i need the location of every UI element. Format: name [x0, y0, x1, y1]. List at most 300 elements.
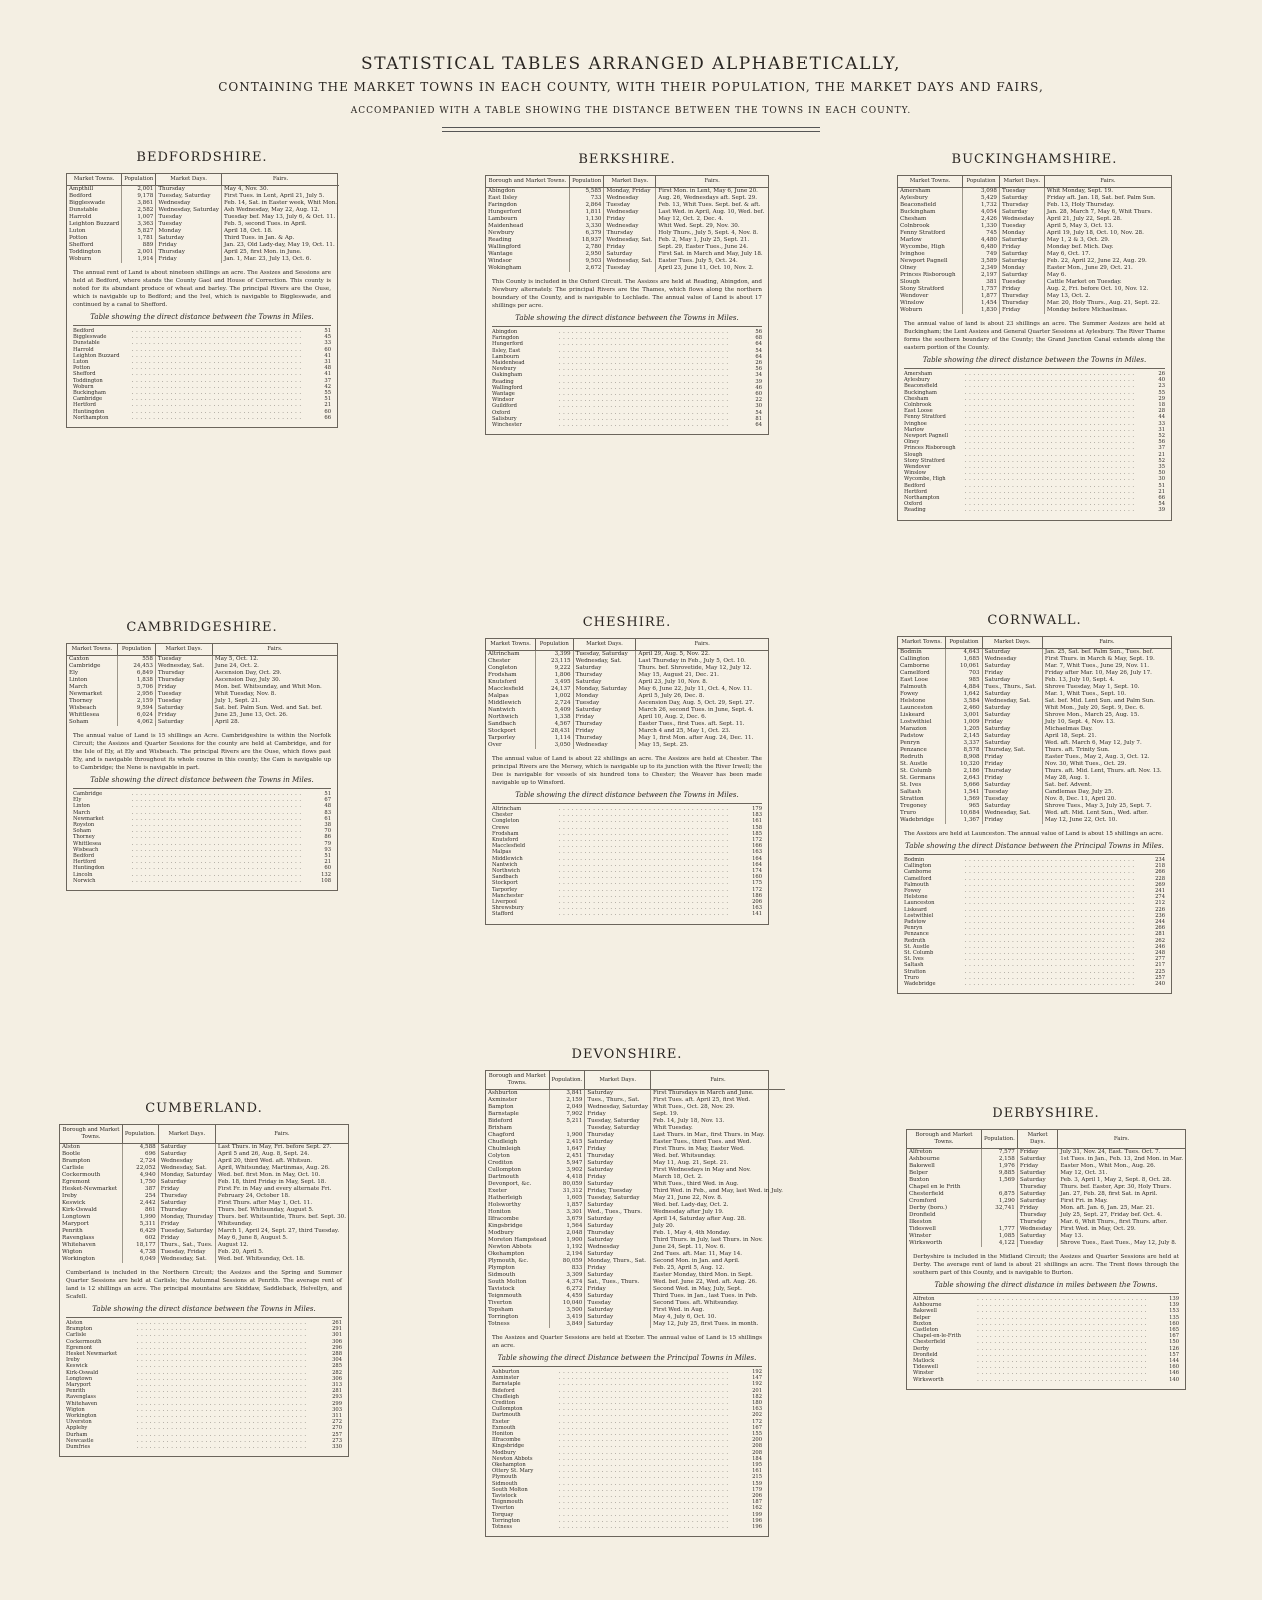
county-derbyshire — [906, 1106, 1186, 1390]
distance-grid-dots: . . . . . . . . . . . . . . . . . . . . . . . . . . . . . . . . . . . . . . . . — [131, 853, 302, 860]
population: 9,222 — [536, 665, 574, 672]
distance-from-london: 33 — [324, 340, 331, 347]
fairs: May 5, Oct. 12. — [214, 656, 259, 662]
town-name: Tiverton — [486, 1300, 549, 1307]
distance-grid-dots: . . . . . . . . . . . . . . . . . . . . . . . . . . . . . . . . . . . . . . . . — [977, 1376, 1147, 1383]
distance-town: Longtown — [66, 1375, 93, 1382]
fairs: May 15, Sept. 25. — [638, 742, 689, 748]
distance-grid-dots: . . . . . . . . . . . . . . . . . . . . . . . . . . . . . . . . . . . . . . . . — [964, 925, 1135, 932]
distance-grid-dots: . . . . . . . . . . . . . . . . . . . . . . . . . . . . . . . . . . . . . . . . — [131, 334, 302, 341]
distance-grid-dots: . . . . . . . . . . . . . . . . . . . . . . . . . . . . . . . . . . . . . . . . — [977, 1327, 1147, 1334]
distance-town: Marlow — [904, 426, 925, 433]
town-name: Longtown — [60, 1214, 122, 1221]
table-row — [67, 719, 337, 726]
distance-town: Huntingdon — [73, 865, 105, 872]
town-name: Bakewell — [907, 1163, 982, 1170]
town-name: Penryn — [898, 740, 946, 747]
column-header: Fairs. — [651, 1071, 785, 1090]
distance-grid-dots: . . . . . . . . . . . . . . . . . . . . . . . . . . . . . . . . . . . . . . . . — [136, 1338, 307, 1345]
distance-town: Aylesbury — [904, 377, 930, 384]
town-name: Hesket-Newmarket — [60, 1186, 122, 1193]
fairs: May 1, first Mon. after Aug. 24, Dec. 11. — [638, 735, 754, 741]
distance-from-london: 272 — [332, 1419, 342, 1426]
distance-town: Buxton — [913, 1320, 932, 1327]
distance-town: Maryport — [66, 1382, 91, 1389]
distance-grid-dots: . . . . . . . . . . . . . . . . . . . . . . . . . . . . . . . . . . . . . . . . — [558, 880, 729, 887]
distance-town: Matlock — [913, 1358, 935, 1365]
distance-town: Falmouth — [904, 881, 929, 888]
distance-grid-dots: . . . . . . . . . . . . . . . . . . . . . . . . . . . . . . . . . . . . . . . . — [136, 1357, 307, 1364]
population: 4,588 — [122, 1144, 158, 1152]
town-name: Workington — [60, 1256, 122, 1263]
fairs: Wed. bef. Lady-day, Oct. 2. — [653, 1202, 729, 1208]
fairs: Last Wed. in April, Aug. 10, Wed. bef. — [658, 209, 765, 215]
fairs: April 18, Sept. 21. — [1044, 733, 1097, 739]
table-row — [67, 221, 339, 228]
fairs: Thurs. bef. Easter, Apr. 30, Holy Thurs. — [1060, 1184, 1172, 1190]
town-name: Colnbrook — [898, 223, 963, 230]
table-row — [898, 293, 1171, 300]
column-header: Fairs. — [1044, 176, 1171, 188]
fairs: Easter Monday, third Mon. in Sept. — [653, 1272, 753, 1278]
distance-from-london: 55 — [1158, 389, 1165, 396]
fairs: May 11, Aug. 21, Sept. 21. — [653, 1160, 729, 1166]
distance-grid-dots: . . . . . . . . . . . . . . . . . . . . . . . . . . . . . . . . . . . . . . . . — [964, 968, 1135, 975]
distance-grid-dots: . . . . . . . . . . . . . . . . . . . . . . . . . . . . . . . . . . . . . . . . — [558, 911, 729, 918]
column-header: Market Towns. — [486, 639, 536, 651]
fairs: Shrove Tues., East Tues., May 12, July 8. — [1060, 1240, 1177, 1246]
population: 24,137 — [536, 686, 574, 693]
fairs: February 24, October 18. — [217, 1193, 290, 1199]
population: 2,460 — [946, 705, 982, 712]
fairs: May 12, June 22, Oct. 10. — [1044, 817, 1118, 823]
town-name: Bodmin — [898, 649, 946, 657]
column-header: Borough and Market Towns. — [907, 1130, 982, 1149]
population: 1,114 — [536, 735, 574, 742]
market-days: Tuesday, Saturday — [585, 1195, 651, 1202]
distance-town: Chudleigh — [492, 1393, 520, 1400]
distance-grid-dots: . . . . . . . . . . . . . . . . . . . . . . . . . . . . . . . . . . . . . . . . — [558, 1412, 729, 1419]
fairs: Friday after Mar. 10, May 26, July 17. — [1044, 670, 1152, 676]
distance-from-london: 29 — [1158, 395, 1165, 402]
town-name: St. Ives — [898, 782, 946, 789]
population: 1,454 — [963, 300, 1000, 307]
table-row — [486, 1300, 785, 1307]
table-row — [486, 679, 768, 686]
market-days: Saturday — [585, 1314, 651, 1321]
distance-grid-dots: . . . . . . . . . . . . . . . . . . . . . . . . . . . . . . . . . . . . . . . . — [131, 390, 302, 397]
fairs: Thurs. bef. Shrovetide, May 12, July 12. — [638, 665, 752, 671]
distance-grid-dots: . . . . . . . . . . . . . . . . . . . . . . . . . . . . . . . . . . . . . . . . — [558, 1474, 729, 1481]
population: 703 — [946, 670, 982, 677]
market-days: Thursday — [585, 1132, 651, 1139]
distance-town: Wycombe, High — [904, 476, 946, 483]
distance-town: Beaconsfield — [904, 383, 938, 390]
distance-town: Oakingham — [492, 372, 523, 379]
population: 1,830 — [963, 307, 1000, 314]
distance-from-london: 248 — [1155, 950, 1165, 957]
table-row — [486, 1237, 785, 1244]
county-title: DERBYSHIRE. — [992, 1106, 1100, 1121]
table-row — [60, 1214, 348, 1221]
market-days: Friday — [1017, 1149, 1057, 1157]
population: 5,585 — [569, 188, 604, 196]
town-name: Stratton — [898, 796, 946, 803]
fairs: Mar. 20, Holy Thurs., Aug. 21, Sept. 22. — [1046, 300, 1160, 306]
distance-town: St. Columb — [904, 950, 934, 957]
town-name: Cockermouth — [60, 1172, 122, 1179]
population: 10,061 — [946, 663, 982, 670]
distance-grid-dots: . . . . . . . . . . . . . . . . . . . . . . . . . . . . . . . . . . . . . . . . — [558, 341, 729, 348]
market-days: Thursday — [982, 768, 1042, 775]
market-days: Wednesday, Sat. — [982, 810, 1042, 817]
distance-grid-dots: . . . . . . . . . . . . . . . . . . . . . . . . . . . . . . . . . . . . . . . . — [131, 859, 302, 866]
distance-town: Cambridge — [73, 791, 103, 797]
town-name: Olney — [898, 265, 963, 272]
distance-grid-dots: . . . . . . . . . . . . . . . . . . . . . . . . . . . . . . . . . . . . . . . . — [558, 1437, 729, 1444]
distance-grid-dots: . . . . . . . . . . . . . . . . . . . . . . . . . . . . . . . . . . . . . . . . — [558, 384, 729, 391]
fairs: Cattle Market on Tuesday. — [1046, 279, 1122, 285]
town-name: Dunstable — [67, 207, 122, 214]
town-name: Buckingham — [898, 209, 963, 216]
population: 4,062 — [117, 719, 155, 726]
distance-town: Bodmin — [904, 857, 925, 863]
distance-from-london: 179 — [752, 806, 762, 812]
distance-from-london: 60 — [324, 408, 331, 415]
fairs: Jan. 23, Old Lady-day, May 19, Oct. 11. — [223, 242, 335, 248]
distance-row — [492, 911, 762, 917]
distance-from-london: 225 — [1155, 968, 1165, 975]
population: 2,442 — [122, 1200, 158, 1207]
population: 9,885 — [982, 1170, 1018, 1177]
table-row — [486, 728, 768, 735]
town-name: Ivinghoe — [898, 251, 963, 258]
distance-town: St. Ives — [904, 956, 924, 963]
distance-from-london: 296 — [332, 1344, 342, 1351]
distance-town: Ashbourne — [913, 1302, 942, 1309]
population: 5,666 — [946, 782, 982, 789]
market-days: Wednesday, Sat. — [604, 258, 656, 265]
town-name: Thorney — [67, 698, 117, 705]
town-name: Wadebridge — [898, 817, 946, 824]
table-row — [486, 707, 768, 714]
column-header: Population — [536, 639, 574, 651]
distance-grid-dots: . . . . . . . . . . . . . . . . . . . . . . . . . . . . . . . . . . . . . . . . — [964, 426, 1135, 433]
town-name: Wallingford — [486, 244, 569, 251]
population: 9,503 — [569, 258, 604, 265]
table-row — [898, 768, 1171, 775]
distance-from-london: 196 — [752, 1524, 762, 1531]
fairs: May 15, August 21, Dec. 21. — [638, 672, 719, 678]
distance-grid-dots: . . . . . . . . . . . . . . . . . . . . . . . . . . . . . . . . . . . . . . . . — [977, 1370, 1147, 1377]
table-row — [898, 754, 1171, 761]
town-name: Maryport — [60, 1221, 122, 1228]
county-notes: The Assizes and Quarter Sessions are held at Exeter. The annual value of Land is 15 shillings an acre. — [492, 1335, 762, 1349]
county-cheshire — [485, 615, 769, 925]
distance-town: Macclesfield — [492, 843, 526, 850]
population: 10,684 — [946, 810, 982, 817]
distance-town: Ilsley, East — [492, 347, 521, 354]
distance-grid-dots: . . . . . . . . . . . . . . . . . . . . . . . . . . . . . . . . . . . . . . . . — [964, 402, 1135, 409]
market-days: Saturday — [585, 1167, 651, 1174]
fairs: Mon. bef. Whitsunday, and Whit Mon. — [214, 684, 322, 690]
market-days: Saturday — [156, 235, 222, 242]
town-name: Liskeard — [898, 712, 946, 719]
population: 5,429 — [963, 195, 1000, 202]
market-days: Friday — [982, 670, 1042, 677]
table-row — [486, 1195, 785, 1202]
town-name: Callington — [898, 656, 946, 663]
table-row — [60, 1179, 348, 1186]
distance-from-london: 126 — [1169, 1345, 1179, 1352]
distance-grid-dots: . . . . . . . . . . . . . . . . . . . . . . . . . . . . . . . . . . . . . . . . — [558, 849, 729, 856]
distance-grid-dots: . . . . . . . . . . . . . . . . . . . . . . . . . . . . . . . . . . . . . . . . — [964, 495, 1135, 502]
distance-town: Leighton Buzzard — [73, 352, 120, 359]
distance-town: Stratton — [904, 968, 926, 975]
population: 7,577 — [982, 1149, 1018, 1157]
fairs: April 10, Aug. 2, Dec. 6. — [638, 714, 707, 720]
distance-from-london: 51 — [1158, 482, 1165, 489]
fairs: April 25, first Mon. in June. — [223, 249, 302, 255]
distance-grid-dots: . . . . . . . . . . . . . . . . . . . . . . . . . . . . . . . . . . . . . . . . — [964, 395, 1135, 402]
table-row — [67, 242, 339, 249]
column-header: Market Days. — [158, 1125, 215, 1144]
market-days: Thursday — [1017, 1219, 1057, 1226]
distance-town: Harrold — [73, 346, 94, 353]
fairs: April 5, May 3, Oct. 13. — [1046, 223, 1114, 229]
market-days: Saturday — [982, 733, 1042, 740]
fairs: Easter Tues., first Tues. aft. Sept. 11. — [638, 721, 745, 727]
town-name: Ilfracombe — [486, 1216, 549, 1223]
distance-grid-dots: . . . . . . . . . . . . . . . . . . . . . . . . . . . . . . . . . . . . . . . . — [558, 409, 729, 416]
distance-grid-dots: . . . . . . . . . . . . . . . . . . . . . . . . . . . . . . . . . . . . . . . . — [558, 905, 729, 912]
population: 2,197 — [963, 272, 1000, 279]
town-name: March — [67, 684, 117, 691]
market-days: Wednesday, Saturday — [585, 1104, 651, 1111]
distance-grid-dots: . . . . . . . . . . . . . . . . . . . . . . . . . . . . . . . . . . . . . . . . — [131, 396, 302, 403]
population: 2,001 — [122, 249, 156, 256]
town-name: Chulmleigh — [486, 1146, 549, 1153]
population: 4,567 — [536, 721, 574, 728]
distance-from-london: 206 — [752, 1493, 762, 1500]
distance-row — [492, 422, 762, 428]
town-name: Chapel en le Frith — [907, 1184, 982, 1191]
fairs: April, Whitsunday, Martinmas, Aug. 26. — [217, 1165, 330, 1171]
table-row — [898, 726, 1171, 733]
town-name: Newbury — [486, 230, 569, 237]
table-row — [898, 733, 1171, 740]
fairs: March 26, second Tues. in June, Sept. 4. — [638, 707, 754, 713]
town-name: Amersham — [898, 188, 963, 196]
distance-town: East Loose — [904, 408, 933, 415]
population: 1,750 — [122, 1179, 158, 1186]
town-name: Saltash — [898, 789, 946, 796]
table-row — [486, 1125, 785, 1132]
distance-town: Carlisle — [66, 1332, 87, 1339]
fairs: Whit Monday, Sept. 19. — [1046, 188, 1114, 194]
market-days: Monday — [156, 228, 222, 235]
distance-from-london: 141 — [752, 911, 762, 918]
town-name: Falmouth — [898, 684, 946, 691]
market-days: Tuesday — [155, 656, 212, 664]
market-days: Saturday — [585, 1223, 651, 1230]
distance-from-london: 70 — [324, 828, 331, 835]
fairs: Wed. aft. Mid. Lent Sun., Wed. after. — [1044, 810, 1149, 816]
town-name: Axminster — [486, 1097, 549, 1104]
distance-from-london: 215 — [752, 1474, 762, 1481]
town-name: Shefford — [67, 242, 122, 249]
distance-grid-dots: . . . . . . . . . . . . . . . . . . . . . . . . . . . . . . . . . . . . . . . . — [558, 1462, 729, 1469]
fairs: April 19, July 18, Oct. 10, Nov. 28. — [1046, 230, 1144, 236]
population: 5,211 — [549, 1118, 585, 1125]
population: 4,459 — [549, 1293, 585, 1300]
distance-table-caption: Table showing the direct distance between the Towns in Miles. — [92, 1305, 316, 1313]
distance-town: Wallingford — [492, 384, 523, 391]
population: 1,976 — [982, 1163, 1018, 1170]
distance-town: Crewe — [492, 824, 510, 831]
fairs: Ascension Day, July 30. — [214, 677, 281, 683]
fairs: Michaelmas Day. — [1044, 726, 1093, 732]
distance-town: Wisbeach — [73, 846, 99, 853]
market-days: Saturday — [585, 1237, 651, 1244]
distance-from-london: 55 — [324, 390, 331, 397]
fairs: 1st Tues. in Jan., Feb. 13, 2nd Mon. in Mar. — [1060, 1156, 1183, 1162]
table-row — [898, 279, 1171, 286]
distance-town: Chapel-en-le-Frith — [913, 1333, 962, 1340]
distance-grid-dots: . . . . . . . . . . . . . . . . . . . . . . . . . . . . . . . . . . . . . . . . — [964, 476, 1135, 483]
distance-town: Whitehaven — [66, 1400, 98, 1407]
fairs: Ash Wednesday, May 22, Aug. 12. — [223, 207, 320, 213]
distance-from-london: 38 — [324, 822, 331, 829]
distance-town: Wantage — [492, 391, 515, 398]
market-days: Saturday — [604, 251, 656, 258]
distance-town: Toddington — [73, 377, 103, 384]
distance-grid-dots: . . . . . . . . . . . . . . . . . . . . . . . . . . . . . . . . . . . . . . . . — [558, 335, 729, 342]
table-row — [67, 656, 337, 664]
table-row — [486, 1258, 785, 1265]
distance-grid-dots: . . . . . . . . . . . . . . . . . . . . . . . . . . . . . . . . . . . . . . . . — [558, 824, 729, 831]
market-days: Wednesday — [158, 1158, 215, 1165]
distance-table — [66, 1317, 342, 1450]
population: 2,158 — [982, 1156, 1018, 1163]
distance-town: Bakewell — [913, 1308, 937, 1315]
distance-grid-dots: . . . . . . . . . . . . . . . . . . . . . . . . . . . . . . . . . . . . . . . . — [558, 1387, 729, 1394]
table-row — [60, 1200, 348, 1207]
distance-town: Honiton — [492, 1431, 514, 1438]
table-row — [898, 209, 1171, 216]
distance-from-london: 212 — [1155, 900, 1165, 907]
distance-row — [73, 878, 331, 884]
distance-from-london: 172 — [752, 837, 762, 844]
population: 3,902 — [549, 1167, 585, 1174]
distance-from-london: 155 — [752, 1431, 762, 1438]
distance-from-london: 160 — [752, 874, 762, 881]
distance-town: Exmouth — [492, 1424, 516, 1431]
distance-grid-dots: . . . . . . . . . . . . . . . . . . . . . . . . . . . . . . . . . . . . . . . . — [558, 329, 729, 335]
fairs: April 29, Aug. 5, Nov. 22. — [638, 651, 710, 657]
distance-town: Nantwich — [492, 861, 518, 868]
distance-town: Winslow — [904, 470, 927, 477]
town-name: Ashbourne — [907, 1156, 982, 1163]
fairs: May 4, July 6, Oct. 10. — [653, 1314, 717, 1320]
column-header: Population. — [549, 1071, 585, 1090]
distance-town: Workington — [66, 1413, 97, 1420]
town-name: Leighton Buzzard — [67, 221, 122, 228]
table-row — [486, 1202, 785, 1209]
table-row — [907, 1212, 1185, 1219]
column-header: Market Days. — [1017, 1130, 1057, 1149]
town-name: Keswick — [60, 1200, 122, 1207]
distance-grid-dots: . . . . . . . . . . . . . . . . . . . . . . . . . . . . . . . . . . . . . . . . — [977, 1320, 1147, 1327]
table-row — [486, 1167, 785, 1174]
town-name: Congleton — [486, 665, 536, 672]
fairs: Thurs. aft. Mid. Lent, Thurs. aft. Nov. 13. — [1044, 768, 1162, 774]
town-name: East Looe — [898, 677, 946, 684]
market-days: Saturday — [585, 1181, 651, 1188]
distance-town: Newton Abbots — [492, 1455, 533, 1462]
population: 5,311 — [122, 1221, 158, 1228]
market-days: Saturday — [1017, 1156, 1057, 1163]
table-row — [67, 256, 339, 263]
population: 1,605 — [549, 1195, 585, 1202]
table-row — [907, 1184, 1185, 1191]
population: 31,312 — [549, 1188, 585, 1195]
population: 23,115 — [536, 658, 574, 665]
table-row — [486, 693, 768, 700]
population: 1,338 — [536, 714, 574, 721]
distance-grid-dots: . . . . . . . . . . . . . . . . . . . . . . . . . . . . . . . . . . . . . . . . — [977, 1302, 1147, 1309]
distance-grid-dots: . . . . . . . . . . . . . . . . . . . . . . . . . . . . . . . . . . . . . . . . — [558, 422, 729, 429]
market-days: Saturday — [573, 665, 636, 672]
distance-town: Dartmouth — [492, 1412, 521, 1419]
fairs: Feb. 14, July 18, Nov. 13. — [653, 1118, 725, 1124]
population: 985 — [946, 677, 982, 684]
fairs: Feb. 2, May 1, July 25, Sept. 21. — [658, 237, 750, 243]
population: 2,145 — [946, 733, 982, 740]
distance-grid-dots: . . . . . . . . . . . . . . . . . . . . . . . . . . . . . . . . . . . . . . . . — [131, 797, 302, 804]
distance-town: Middlewich — [492, 855, 523, 862]
town-name: Fenny Stratford — [898, 230, 963, 237]
distance-town: Maidenhead — [492, 360, 525, 367]
county-cumberland — [59, 1101, 349, 1457]
distance-from-london: 34 — [755, 372, 762, 379]
table-row — [486, 700, 768, 707]
distance-grid-dots: . . . . . . . . . . . . . . . . . . . . . . . . . . . . . . . . . . . . . . . . — [136, 1388, 307, 1395]
title-rule — [442, 127, 820, 132]
fairs: May 13, Oct. 2. — [1046, 293, 1091, 299]
distance-town: Linton — [73, 803, 90, 810]
distance-from-london: 277 — [1155, 956, 1165, 963]
market-days: Saturday — [158, 1144, 215, 1152]
distance-from-london: 40 — [1158, 377, 1165, 384]
distance-grid-dots: . . . . . . . . . . . . . . . . . . . . . . . . . . . . . . . . . . . . . . . . — [558, 1486, 729, 1493]
fairs: Whit Tuesday. — [653, 1125, 693, 1131]
town-name: Faringdon — [486, 202, 569, 209]
fairs: April 23, June 11, Oct. 10, Nov. 2. — [658, 265, 754, 271]
distance-grid-dots: . . . . . . . . . . . . . . . . . . . . . . . . . . . . . . . . . . . . . . . . — [558, 830, 729, 837]
county-notes: This County is included in the Oxford Circuit. The Assizes are held at Reading, Abingdon, and Newbury alternately. The principal Rivers are the Thames, which flows along the northern boundary of the County, and is navigable to Lechlade. The annual value of Land is about 17 shillings per acre. — [492, 279, 762, 309]
town-name: Teignmouth — [486, 1293, 549, 1300]
market-days: Saturday — [585, 1251, 651, 1258]
fairs: March 18, Oct. 2. — [653, 1174, 703, 1180]
fairs: April 18, Oct. 18. — [223, 228, 273, 234]
distance-town: Oxford — [904, 501, 923, 508]
distance-grid-dots: . . . . . . . . . . . . . . . . . . . . . . . . . . . . . . . . . . . . . . . . — [558, 855, 729, 862]
market-days: Saturday — [999, 195, 1044, 202]
table-row — [67, 235, 339, 242]
distance-grid-dots: . . . . . . . . . . . . . . . . . . . . . . . . . . . . . . . . . . . . . . . . — [131, 346, 302, 353]
population: 1,900 — [549, 1132, 585, 1139]
